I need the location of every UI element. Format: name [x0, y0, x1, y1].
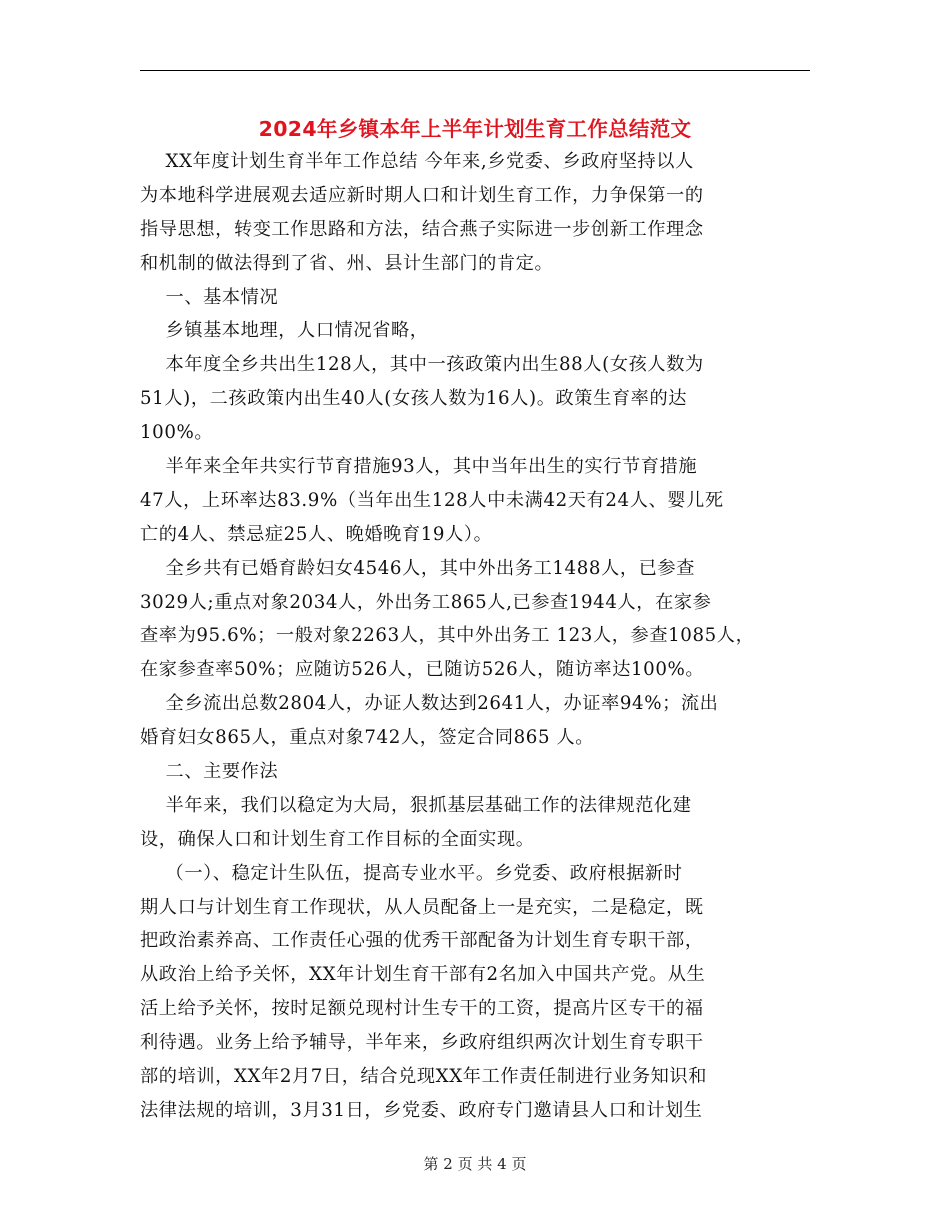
body-line: 利待遇。业务上给予辅导，半年来，乡政府组织两次计划生育专职干 — [140, 1032, 704, 1054]
body-line: 活上给予关怀，按时足额兑现村计生专干的工资，提高片区专干的福 — [140, 998, 704, 1020]
body-line: 51人)，二孩政策内出生40人(女孩人数为16人)。政策生育率的达 — [140, 388, 688, 410]
body-line: XX年度计划生育半年工作总结 今年来,乡党委、乡政府坚持以人 — [140, 151, 694, 172]
body-line: 从政治上给予关怀，XX年计划生育干部有2名加入中国共产党。从生 — [140, 964, 706, 986]
header-rule — [140, 70, 810, 71]
section-heading: 二、主要作法 — [140, 761, 279, 783]
body-line: 把政治素养高、工作责任心强的优秀干部配备为计划生育专职干部， — [140, 930, 704, 952]
body-line: 和机制的做法得到了省、州、县计生部门的肯定。 — [140, 252, 554, 274]
body-line: 3029人;重点对象2034人，外出务工865人,已参查1944人，在家参 — [140, 591, 712, 613]
body-line: 设，确保人口和计划生育工作目标的全面实现。 — [140, 828, 535, 850]
body-line: 100%。 — [140, 422, 214, 444]
page-footer: 第 2 页 共 4 页 — [423, 1155, 527, 1173]
body-line: 亡的4人、禁忌症25人、晚婚晚育19人）。 — [140, 523, 493, 545]
document-title: 2024年乡镇本年上半年计划生育工作总结范文 — [258, 117, 692, 141]
body-line: 47人，上环率达83.9%（当年出生128人中未满42天有24人、婴儿死 — [140, 489, 724, 511]
body-line: 指导思想，转变工作思路和方法，结合燕子实际进一步创新工作理念 — [140, 218, 704, 240]
body-line: 法律法规的培训，3月31日，乡党委、政府专门邀请县人口和计划生 — [140, 1099, 703, 1121]
body-line: 半年来全年共实行节育措施93人，其中当年出生的实行节育措施 — [140, 456, 698, 478]
body-line: 乡镇基本地理，人口情况省略， — [140, 320, 429, 342]
document-body — [140, 145, 820, 1128]
body-line: 半年来，我们以稳定为大局，狠抓基层基础工作的法律规范化建 — [140, 794, 692, 816]
body-line: 全乡流出总数2804人，办证人数达到2641人，办证率94%；流出 — [140, 693, 719, 715]
section-heading: 一、基本情况 — [140, 286, 279, 308]
body-line: 在家参查率50%；应随访526人，已随访526人，随访率达100%。 — [140, 659, 705, 681]
body-line: （一）、稳定计生队伍，提高专业水平。乡党委、政府根据新时 — [140, 862, 683, 884]
body-line: 查率为95.6%；一般对象2263人，其中外出务工 123人，参查1085人， — [140, 625, 755, 647]
body-line: 期人口与计划生育工作现状，从人员配备上一是充实，二是稳定，既 — [140, 896, 704, 918]
body-line: 全乡共有已婚育龄妇女4546人，其中外出务工1488人，已参查 — [140, 557, 696, 579]
body-line: 部的培训，XX年2月7日，结合兑现XX年工作责任制进行业务知识和 — [140, 1066, 708, 1088]
body-line: 为本地科学进展观去适应新时期人口和计划生育工作，力争保第一的 — [140, 184, 704, 206]
body-line: 本年度全乡共出生128人，其中一孩政策内出生88人(女孩人数为 — [140, 354, 704, 376]
body-line: 婚育妇女865人，重点对象742人，签定合同865 人。 — [140, 727, 595, 749]
